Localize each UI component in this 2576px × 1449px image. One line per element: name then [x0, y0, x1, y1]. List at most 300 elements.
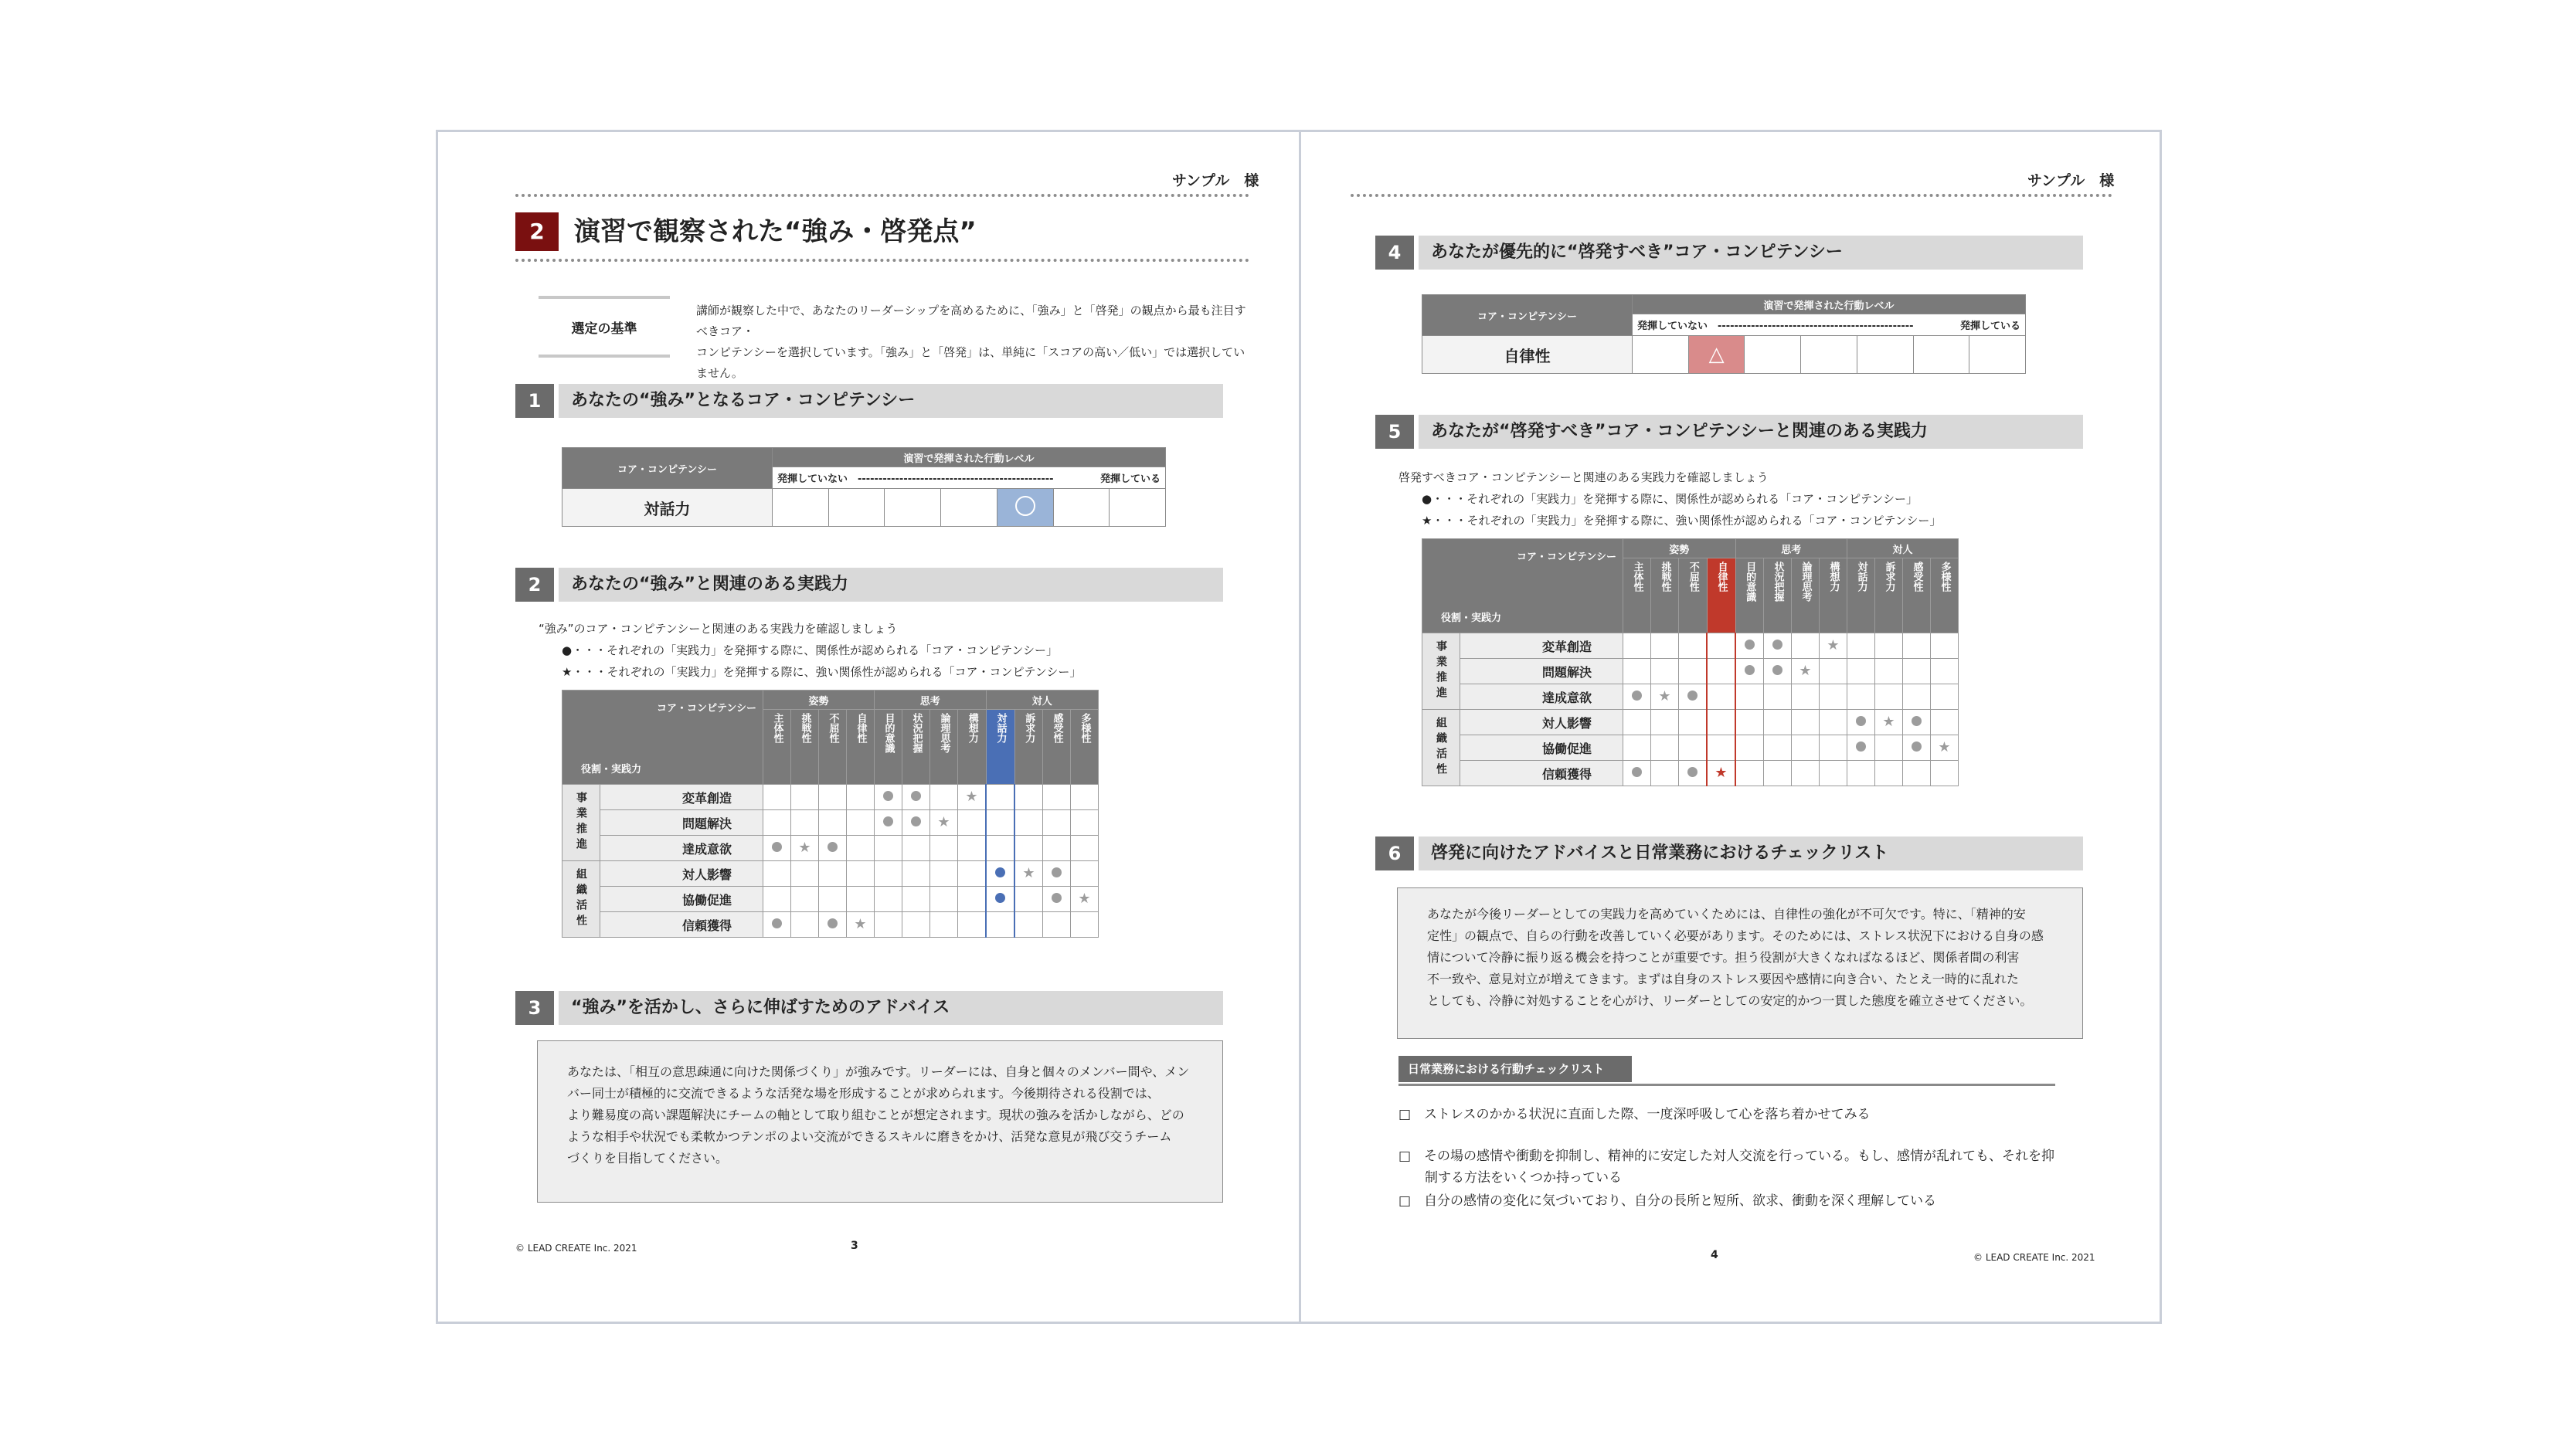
dot-mark-icon [772, 918, 782, 928]
dot-mark-icon [1912, 741, 1922, 752]
advice-line: 情について冷静に振り返る機会を持つことが重要です。担う役割が大きくなればなるほど、関係者間の利害 [1427, 950, 2020, 965]
circle-mark-icon [1015, 496, 1035, 516]
matrix-cell [791, 810, 819, 836]
matrix-header-role: 役割・実践力 [581, 763, 642, 775]
level-col-core: コア・コンピテンシー [562, 448, 773, 489]
legend-dot: ●・・・それぞれの「実践力」を発揮する際に、関係性が認められる「コア・コンピテンシー」 [1422, 492, 1918, 506]
matrix-column-header [1651, 558, 1679, 633]
matrix-cell [1792, 684, 1820, 710]
matrix-column-header [791, 710, 819, 785]
matrix-cell [1071, 887, 1099, 912]
level-low: 発揮していない ----------------------------------------------- [1636, 321, 1914, 333]
matrix-cell [1014, 887, 1043, 912]
advice-line: 定性」の観点で、自らの行動を改善していく必要があります。そのためには、ストレス状況下における自身の感 [1427, 928, 2044, 943]
matrix-cell [958, 810, 987, 836]
matrix-cell [1820, 761, 1847, 786]
matrix-column-label: 感受性 [1051, 713, 1063, 743]
document-spread [436, 130, 2162, 1324]
matrix-corner [562, 691, 763, 785]
star-mark-icon: ★ [937, 814, 950, 830]
section-6-title: 啓発に向けたアドバイスと日常業務におけるチェックリスト [1419, 836, 2083, 870]
matrix-cell [1014, 836, 1043, 861]
matrix-cell [1679, 659, 1708, 684]
matrix-cell [1764, 684, 1792, 710]
matrix-column-header [1903, 558, 1931, 633]
table-row [1422, 735, 1959, 761]
dot-mark-icon [1772, 640, 1782, 650]
level-cell-1 [772, 489, 828, 527]
competency-matrix [562, 690, 1099, 938]
level-cell-7 [1969, 336, 2026, 374]
matrix-cell [1903, 735, 1931, 761]
section-5-title: あなたが“啓発すべき”コア・コンピテンシーと関連のある実践力 [1419, 415, 2083, 449]
matrix-cell [791, 785, 819, 810]
dot-mark-icon [772, 842, 782, 852]
advice-line: としても、冷静に対処することを心がけ、リーダーとしての安定的かつ一貫した態度を確立させてください。 [1427, 993, 2033, 1008]
matrix-column-header [986, 710, 1014, 785]
matrix-cell [1623, 710, 1651, 735]
section-4-title: あなたが優先的に“啓発すべき”コア・コンピテンシー [1419, 236, 2083, 270]
matrix-cell [819, 912, 847, 938]
matrix-column-header [847, 710, 875, 785]
matrix-row-label: 変革創造 [1460, 633, 1623, 659]
criteria-label: 選定の基準 [571, 321, 637, 337]
matrix-cell [1931, 659, 1959, 684]
matrix-column-header [1071, 710, 1099, 785]
dot-mark-icon [1772, 665, 1782, 675]
matrix-cell [1735, 761, 1764, 786]
matrix-column-header [958, 710, 987, 785]
matrix-cell [791, 912, 819, 938]
dot-mark-icon [911, 816, 921, 826]
checklist-item-1[interactable]: □ ストレスのかかる状況に直面した際、一度深呼吸して心を落ち着かせてみる [1398, 1107, 1871, 1122]
matrix-column-label: 自律性 [855, 713, 867, 743]
matrix-column-header [1735, 558, 1764, 633]
matrix-group-header: 姿勢 [763, 691, 875, 710]
level-cell-4 [941, 489, 997, 527]
dot-mark-icon [1687, 691, 1698, 701]
matrix-cell [1931, 633, 1959, 659]
matrix-cell [763, 810, 791, 836]
develop-advice-box [1397, 887, 2083, 1039]
matrix-cell [1651, 735, 1679, 761]
matrix-column-label: 論理思考 [1799, 562, 1812, 602]
matrix-cell [763, 785, 791, 810]
matrix-cell [1735, 633, 1764, 659]
matrix-cell [1043, 810, 1071, 836]
matrix-cell [1707, 633, 1735, 659]
matrix-row-label: 問題解決 [600, 810, 763, 836]
level-col-level: 演習で発揮された行動レベル [772, 448, 1165, 467]
matrix-row-group: 組織活性 [562, 861, 600, 938]
advice-line: あなたが今後リーダーとしての実践力を高めていくためには、自律性の強化が不可欠です。特に、「精神的安 [1427, 907, 2026, 921]
level-cell-1 [1632, 336, 1688, 374]
matrix-cell [1707, 659, 1735, 684]
matrix-column-header [1679, 558, 1708, 633]
matrix-row-label: 問題解決 [1460, 659, 1623, 684]
star-mark-icon: ★ [1078, 891, 1091, 907]
matrix-cell [1651, 761, 1679, 786]
matrix-cell [819, 887, 847, 912]
level-cell-5 [997, 489, 1053, 527]
matrix-column-label: 訴求力 [1023, 713, 1035, 743]
matrix-cell [1792, 710, 1820, 735]
section-5-number: 5 [1375, 415, 1414, 449]
matrix-column-label: 状況把握 [910, 713, 923, 753]
star-mark-icon: ★ [1827, 637, 1840, 653]
copyright: © LEAD CREATE Inc. 2021 [1973, 1252, 2095, 1263]
matrix-cell [1820, 735, 1847, 761]
level-high: 発揮している [1959, 321, 2020, 333]
dot-mark-icon [1912, 716, 1922, 726]
matrix-cell [902, 810, 930, 836]
header-rule [515, 194, 1249, 197]
matrix-cell [1931, 761, 1959, 786]
matrix-column-label: 自律性 [1715, 562, 1728, 592]
matrix-cell [1792, 659, 1820, 684]
matrix-row-label: 達成意欲 [1460, 684, 1623, 710]
matrix-cell [1764, 710, 1792, 735]
section-1-number: 1 [515, 384, 554, 418]
legend-star: ★・・・それぞれの「実践力」を発揮する際に、強い関係性が認められる「コア・コンピテンシー」 [562, 665, 1082, 679]
matrix-cell [1679, 633, 1708, 659]
matrix-cell [986, 887, 1014, 912]
matrix-cell [1071, 912, 1099, 938]
client-name: サンプル 様 [2027, 172, 2115, 189]
level-scale [772, 467, 1165, 489]
matrix-group-header: 思考 [875, 691, 987, 710]
matrix-cell [986, 861, 1014, 887]
matrix-column-header [875, 710, 902, 785]
matrix-cell [819, 836, 847, 861]
matrix-cell [986, 785, 1014, 810]
matrix-cell [875, 785, 902, 810]
matrix-cell [847, 810, 875, 836]
table-row [1422, 633, 1959, 659]
matrix-cell [930, 785, 958, 810]
matrix-column-label: 構想力 [1827, 562, 1840, 592]
legend-dot: ●・・・それぞれの「実践力」を発揮する際に、関係性が認められる「コア・コンピテンシー」 [562, 643, 1058, 657]
matrix-row-group: 組織活性 [1422, 710, 1460, 786]
matrix-cell [1071, 861, 1099, 887]
matrix-cell [1707, 684, 1735, 710]
matrix-row-group: 事業推進 [1422, 633, 1460, 710]
dot-mark-icon [995, 867, 1005, 877]
chapter-title: 演習で観察された“強み・啓発点” [574, 216, 977, 247]
matrix-cell [1043, 887, 1071, 912]
matrix-column-header [1820, 558, 1847, 633]
header-rule [1351, 194, 2112, 197]
matrix-column-label: 構想力 [966, 713, 978, 743]
star-mark-icon: ★ [854, 916, 867, 932]
matrix-cell [902, 785, 930, 810]
section-1-title: あなたの“強み”となるコア・コンピテンシー [559, 384, 1223, 418]
matrix-cell [1820, 659, 1847, 684]
matrix-cell [1014, 861, 1043, 887]
dot-mark-icon [911, 791, 921, 801]
matrix-cell [1792, 735, 1820, 761]
section-3-title: “強み”を活かし、さらに伸ばすためのアドバイス [559, 991, 1223, 1025]
matrix-cell [819, 861, 847, 887]
strength-label: 対話力 [562, 489, 773, 527]
matrix-cell [1679, 684, 1708, 710]
matrix-cell [902, 836, 930, 861]
matrix-cell [1820, 710, 1847, 735]
matrix-cell [1651, 684, 1679, 710]
matrix-cell [1679, 710, 1708, 735]
matrix-cell [1847, 659, 1875, 684]
matrix-cell [1623, 633, 1651, 659]
dot-mark-icon [828, 842, 838, 852]
matrix-cell [1903, 761, 1931, 786]
page-number: 4 [1711, 1249, 1718, 1261]
matrix-row-label: 協働促進 [1460, 735, 1623, 761]
matrix-cell [1875, 684, 1903, 710]
matrix-cell [847, 912, 875, 938]
matrix-column-header [1875, 558, 1903, 633]
matrix-cell [1903, 659, 1931, 684]
star-mark-icon: ★ [1715, 765, 1728, 781]
matrix-cell [847, 836, 875, 861]
matrix-cell [986, 836, 1014, 861]
matrix-column-header [930, 710, 958, 785]
matrix-cell [930, 810, 958, 836]
matrix-cell [1043, 861, 1071, 887]
matrix-cell [791, 887, 819, 912]
matrix-column-label: 訴求力 [1883, 562, 1895, 592]
dot-mark-icon [1856, 741, 1866, 752]
copyright: © LEAD CREATE Inc. 2021 [515, 1243, 637, 1254]
star-mark-icon: ★ [1882, 714, 1895, 730]
level-cell-6 [1053, 489, 1110, 527]
matrix-cell [1847, 735, 1875, 761]
matrix-cell [1875, 761, 1903, 786]
advice-line: あなたは、「相互の意思疎通に向けた関係づくり」が強みです。リーダーには、自身と個々のメンバー間や、メン [567, 1064, 1190, 1079]
matrix-cell [1847, 684, 1875, 710]
matrix-column-label: 論理思考 [938, 713, 950, 753]
criteria-line-1: 講師が観察した中で、あなたのリーダーシップを高めるために、「強み」と「啓発」の観点から最も注目すべきコア・ [696, 304, 1246, 338]
checklist-item-3[interactable]: □ 自分の感情の変化に気づいており、自分の長所と短所、欲求、衝動を深く理解している [1398, 1193, 1937, 1209]
matrix-column-header [1623, 558, 1651, 633]
matrix-column-label: 対話力 [1855, 562, 1867, 592]
table-row [562, 887, 1099, 912]
level-cell-6 [1913, 336, 1969, 374]
star-mark-icon: ★ [1658, 688, 1671, 704]
matrix-cell [930, 836, 958, 861]
matrix-row-label: 対人影響 [1460, 710, 1623, 735]
checklist-rule [1398, 1084, 2055, 1086]
matrix-cell [1707, 761, 1735, 786]
matrix-cell [1792, 633, 1820, 659]
matrix-cell [958, 887, 987, 912]
level-cell-7 [1110, 489, 1166, 527]
section-4-number: 4 [1375, 236, 1414, 270]
matrix-cell [1014, 810, 1043, 836]
matrix-cell [1014, 785, 1043, 810]
title-rule [515, 259, 1249, 262]
star-mark-icon: ★ [1938, 739, 1951, 755]
level-cell-4 [1801, 336, 1857, 374]
level-scale [1632, 314, 2025, 336]
matrix-column-label: 挑戦性 [799, 713, 811, 743]
matrix-header-core: コア・コンピテンシー [1516, 551, 1616, 563]
develop-intro: 啓発すべきコア・コンピテンシーと関連のある実践力を確認しましょう [1398, 470, 1769, 484]
matrix-cell [1735, 735, 1764, 761]
left-matrix-holder [562, 690, 1099, 938]
level-high: 発揮している [1099, 473, 1161, 486]
matrix-cell [1875, 710, 1903, 735]
client-name: サンプル 様 [1172, 172, 1259, 189]
level-cell-3 [885, 489, 941, 527]
matrix-cell [1847, 633, 1875, 659]
matrix-cell [875, 861, 902, 887]
matrix-cell [847, 887, 875, 912]
matrix-cell [1931, 710, 1959, 735]
matrix-column-header [902, 710, 930, 785]
matrix-cell [1820, 684, 1847, 710]
table-row [1422, 684, 1959, 710]
matrix-corner [1422, 539, 1623, 633]
matrix-cell [1651, 659, 1679, 684]
matrix-cell [1764, 761, 1792, 786]
matrix-cell [902, 912, 930, 938]
matrix-cell [1875, 633, 1903, 659]
matrix-cell [958, 785, 987, 810]
matrix-cell [1820, 633, 1847, 659]
matrix-cell [1043, 785, 1071, 810]
matrix-group-header: 姿勢 [1623, 539, 1736, 558]
table-row [562, 785, 1099, 810]
section-2-number: 2 [515, 568, 554, 602]
matrix-column-header [1014, 710, 1043, 785]
matrix-header-core: コア・コンピテンシー [656, 702, 756, 714]
matrix-column-header [819, 710, 847, 785]
matrix-cell [930, 887, 958, 912]
matrix-cell [1735, 684, 1764, 710]
table-row [562, 810, 1099, 836]
section-3-number: 3 [515, 991, 554, 1025]
page-number: 3 [851, 1240, 858, 1252]
dot-mark-icon [1745, 640, 1755, 650]
matrix-column-label: 挑戦性 [1659, 562, 1671, 592]
develop-level-table [1422, 294, 2026, 374]
matrix-cell [958, 861, 987, 887]
matrix-cell [958, 836, 987, 861]
matrix-cell [1792, 761, 1820, 786]
matrix-cell [875, 887, 902, 912]
dot-mark-icon [1632, 691, 1642, 701]
matrix-column-label: 目的意識 [1744, 562, 1756, 602]
matrix-cell [930, 861, 958, 887]
dot-mark-icon [883, 791, 893, 801]
matrix-cell [847, 785, 875, 810]
matrix-cell [1903, 710, 1931, 735]
matrix-cell [1623, 735, 1651, 761]
matrix-column-label: 感受性 [1911, 562, 1923, 592]
matrix-cell [1043, 912, 1071, 938]
matrix-column-label: 状況把握 [1772, 562, 1784, 602]
star-mark-icon: ★ [1022, 865, 1035, 881]
matrix-cell [875, 836, 902, 861]
matrix-cell [1735, 659, 1764, 684]
matrix-column-label: 目的意識 [882, 713, 895, 753]
strength-advice-box [537, 1040, 1223, 1203]
table-row [1422, 659, 1959, 684]
matrix-cell [1931, 684, 1959, 710]
matrix-cell [1903, 633, 1931, 659]
matrix-column-label: 不屈性 [1687, 562, 1699, 592]
matrix-column-header [1847, 558, 1875, 633]
matrix-cell [902, 861, 930, 887]
competency-matrix [1422, 538, 1959, 786]
matrix-row-label: 協働促進 [600, 887, 763, 912]
matrix-cell [1735, 710, 1764, 735]
matrix-cell [763, 836, 791, 861]
matrix-cell [1931, 735, 1959, 761]
matrix-cell [1623, 684, 1651, 710]
matrix-cell [1875, 735, 1903, 761]
matrix-cell [819, 785, 847, 810]
matrix-cell [902, 887, 930, 912]
matrix-cell [1679, 761, 1708, 786]
criteria-text [696, 300, 1252, 384]
matrix-column-header [1043, 710, 1071, 785]
matrix-row-label: 対人影響 [600, 861, 763, 887]
matrix-cell [1875, 659, 1903, 684]
star-mark-icon: ★ [965, 789, 978, 805]
star-mark-icon: ★ [1799, 663, 1812, 679]
dot-mark-icon [883, 816, 893, 826]
table-row [1422, 761, 1959, 786]
matrix-cell [791, 861, 819, 887]
section-6-number: 6 [1375, 836, 1414, 870]
strength-intro: “強み”のコア・コンピテンシーと関連のある実践力を確認しましょう [539, 622, 898, 636]
matrix-column-label: 多様性 [1939, 562, 1951, 592]
matrix-cell [1043, 836, 1071, 861]
matrix-group-header: 対人 [1847, 539, 1959, 558]
develop-label: 自律性 [1422, 336, 1633, 374]
right-matrix-holder [1422, 538, 1959, 786]
matrix-group-header: 思考 [1735, 539, 1847, 558]
matrix-column-label: 主体性 [1631, 562, 1643, 592]
criteria-line-2: コンピテンシーを選択しています。「強み」と「啓発」は、単純に「スコアの高い／低い」では選択していません。 [696, 345, 1246, 380]
table-row [562, 912, 1099, 938]
level-cell-2 [828, 489, 885, 527]
table-row [1422, 710, 1959, 735]
matrix-cell [847, 861, 875, 887]
matrix-column-label: 多様性 [1079, 713, 1091, 743]
matrix-cell [1764, 735, 1792, 761]
criteria-rule-bottom [539, 355, 670, 358]
matrix-cell [1679, 735, 1708, 761]
level-cell-2 [1688, 336, 1745, 374]
matrix-cell [986, 912, 1014, 938]
matrix-row-label: 達成意欲 [600, 836, 763, 861]
matrix-column-label: 不屈性 [827, 713, 839, 743]
matrix-cell [1623, 761, 1651, 786]
level-col-level: 演習で発揮された行動レベル [1632, 295, 2025, 314]
dot-mark-icon [828, 918, 838, 928]
level-col-core: コア・コンピテンシー [1422, 295, 1633, 336]
matrix-column-header [1931, 558, 1959, 633]
dot-mark-icon [1745, 665, 1755, 675]
dot-mark-icon [1856, 716, 1866, 726]
matrix-cell [791, 836, 819, 861]
checklist-title: 日常業務における行動チェックリスト [1398, 1056, 1632, 1082]
matrix-cell [1014, 912, 1043, 938]
strength-level-table [562, 447, 1166, 527]
checklist-item-2[interactable]: □ その場の感情や衝動を抑制し、精神的に安定した対人交流を行っている。もし、感情が乱れても、それを抑 [1398, 1149, 2055, 1164]
